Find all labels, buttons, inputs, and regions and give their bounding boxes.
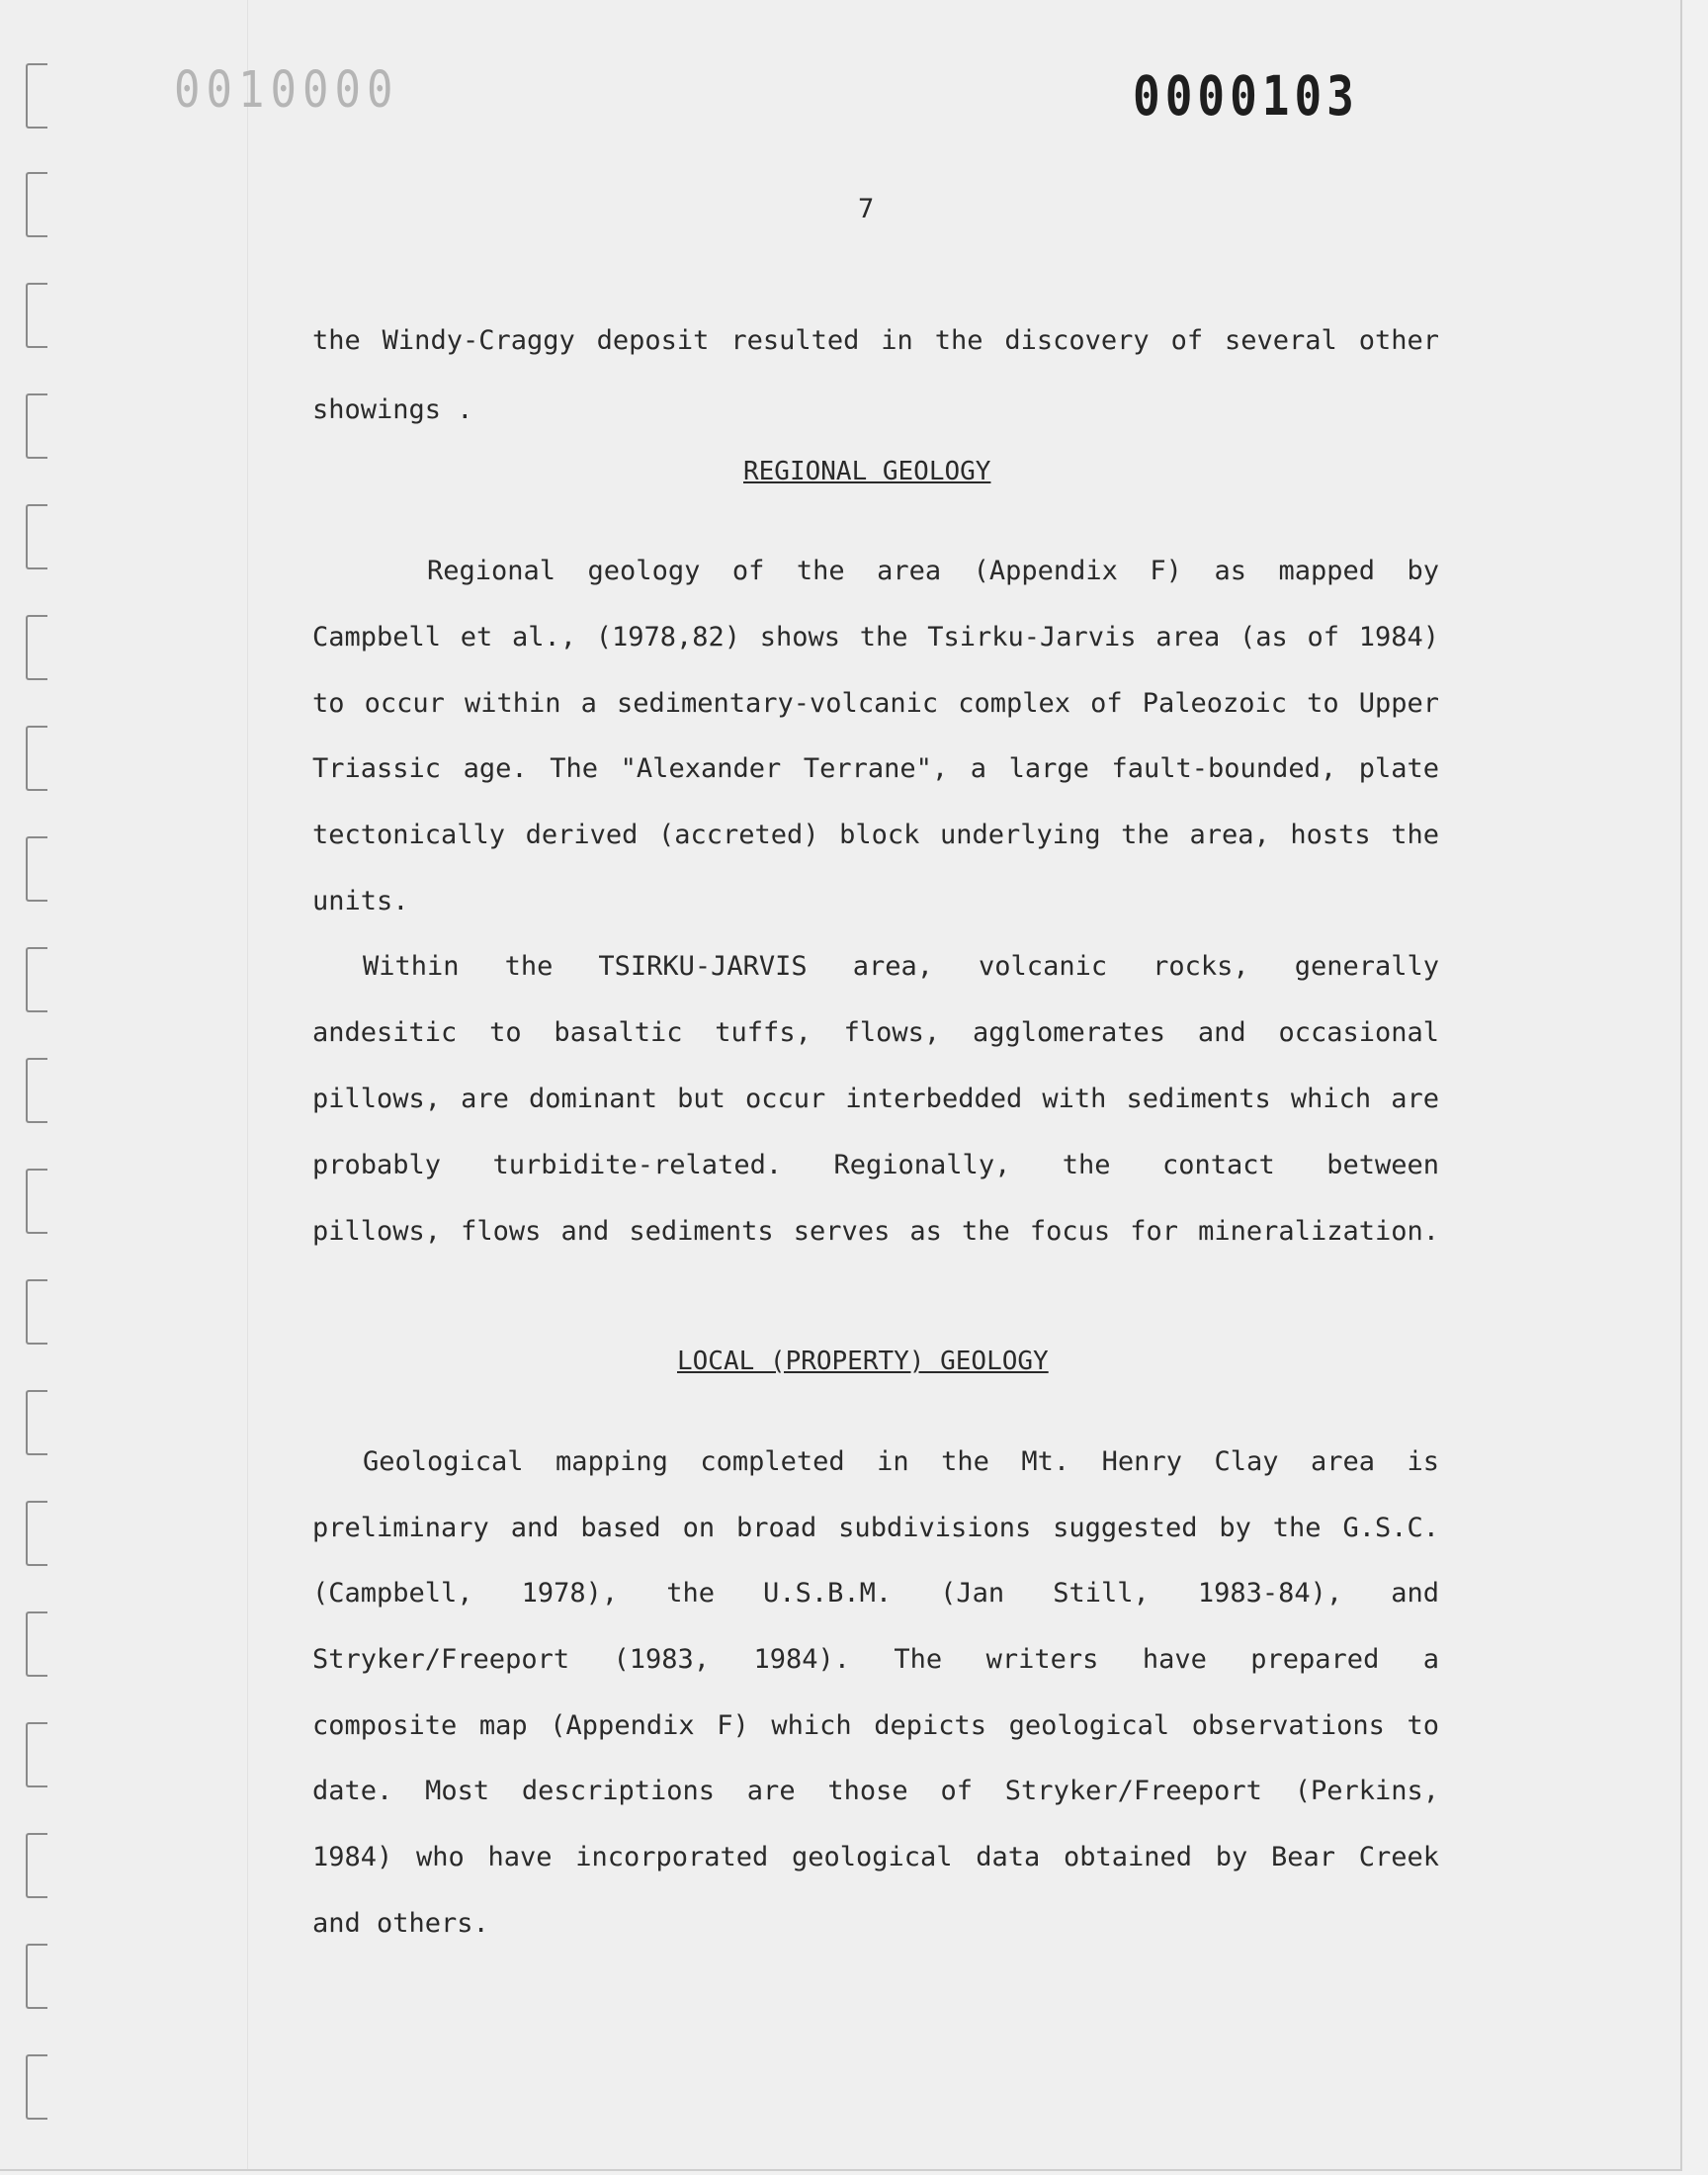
text-line: preliminary and based on broad subdivisions suggested by the G.S.C.: [312, 1513, 1439, 1543]
page-number: 7: [858, 194, 875, 224]
text-line: Regional geology of the area (Appendix F) as mapped by: [427, 556, 1439, 586]
section-heading-local-geology: LOCAL (PROPERTY) GEOLOGY: [677, 1347, 1049, 1376]
binder-hole: [26, 1611, 47, 1677]
text-line: Within the TSIRKU-JARVIS area, volcanic rocks, generally: [363, 951, 1439, 982]
binder-hole: [26, 1722, 47, 1787]
text-line: Triassic age. The "Alexander Terrane", a large fault-bounded, plate: [312, 753, 1439, 784]
text-line: showings .: [312, 394, 473, 425]
text-line: the Windy-Craggy deposit resulted in the discovery of several other: [312, 325, 1439, 356]
binder-hole: [26, 615, 47, 680]
text-line: pillows, flows and sediments serves as the focus for mineralization.: [312, 1216, 1439, 1247]
binder-hole: [26, 504, 47, 569]
text-line: Stryker/Freeport (1983, 1984). The writers have prepared a: [312, 1644, 1439, 1675]
text-line: to occur within a sedimentary-volcanic complex of Paleozoic to Upper: [312, 688, 1439, 719]
text-line: date. Most descriptions are those of Stryker/Freeport (Perkins,: [312, 1776, 1439, 1806]
text-line: (Campbell, 1978), the U.S.B.M. (Jan Still, 1983-84), and: [312, 1578, 1439, 1609]
text-line: pillows, are dominant but occur interbedded with sediments which are: [312, 1084, 1439, 1114]
binder-hole: [26, 726, 47, 791]
page-fold-line: [247, 0, 248, 2169]
binder-hole: [26, 836, 47, 902]
text-line: 1984) who have incorporated geological data obtained by Bear Creek: [312, 1842, 1439, 1872]
binder-hole: [26, 1169, 47, 1234]
text-line: tectonically derived (accreted) block underlying the area, hosts the: [312, 820, 1439, 850]
binder-hole: [26, 172, 47, 237]
faded-stamp-number: 0010000: [174, 61, 399, 120]
binder-hole: [26, 393, 47, 459]
text-line: probably turbidite-related. Regionally, the contact between: [312, 1150, 1439, 1180]
binder-hole: [26, 947, 47, 1012]
binder-hole: [26, 283, 47, 348]
text-line: Campbell et al., (1978,82) shows the Tsirku-Jarvis area (as of 1984): [312, 622, 1439, 652]
binder-hole: [26, 2054, 47, 2120]
text-line: composite map (Appendix F) which depicts geological observations to: [312, 1710, 1439, 1741]
section-heading-regional-geology: REGIONAL GEOLOGY: [743, 457, 991, 486]
text-line: and others.: [312, 1908, 489, 1939]
binder-hole: [26, 63, 47, 129]
text-line: units.: [312, 886, 409, 916]
binder-hole: [26, 1944, 47, 2009]
text-line: andesitic to basaltic tuffs, flows, agglomerates and occasional: [312, 1017, 1439, 1048]
document-stamp-number: 0000103: [1133, 63, 1359, 129]
binder-hole: [26, 1501, 47, 1566]
binder-hole: [26, 1390, 47, 1455]
text-line: Geological mapping completed in the Mt. Henry Clay area is: [363, 1446, 1439, 1477]
binder-hole: [26, 1833, 47, 1898]
binder-hole: [26, 1279, 47, 1345]
binder-hole: [26, 1058, 47, 1123]
